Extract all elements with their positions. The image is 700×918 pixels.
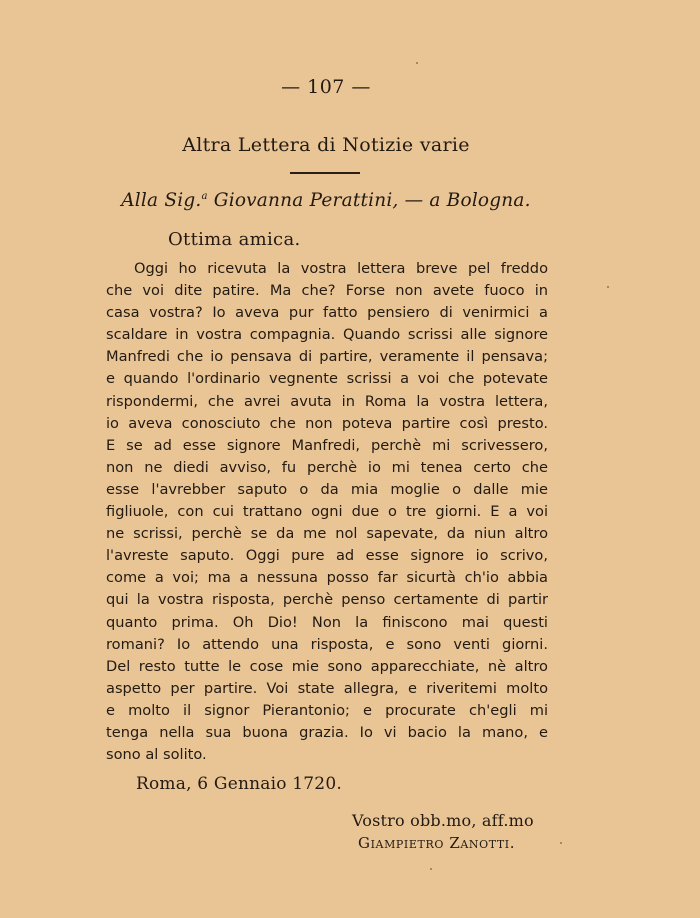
heading-rule [290,172,360,174]
body-line: Del resto tutte le cose mie sono apparecchiate, nè altro [106,657,548,675]
addressee-title: Alla Sig. [121,190,202,211]
body-line: e molto il signor Pierantonio; e procurate ch'egli mi [106,701,548,719]
body-line: rispondermi, che avrei avuta in Roma la vostra lettera, [106,392,548,410]
body-line: esse l'avrebber saputo o da mia moglie o dalle mie [106,480,548,498]
letter-date: Roma, 6 Gennaio 1720. [136,774,342,794]
body-line: e quando l'ordinario vegnente scrissi a voi che potevate [106,370,548,388]
body-line: tenga nella sua buona grazia. Io vi bacio la mano, e [106,723,548,741]
body-line: Manfredi che io pensava di partire, veramente il pensava; [106,348,548,366]
letter-closing: Vostro obb.mo, aff.mo [352,811,534,830]
body-line: io aveva conosciuto che non poteva partire così presto. [106,414,548,432]
body-line: E se ad esse signore Manfredi, perchè mi scrivessero, [106,436,548,454]
letter-signature: Giampietro Zanotti. [358,834,516,852]
addressee-name: Giovanna Perattini, — a Bologna. [207,190,531,211]
letter-heading: Altra Lettera di Notizie varie [182,134,470,156]
body-line: ne scrissi, perchè se da me nol sapevate, da niun altro [106,525,548,543]
body-line: non ne diedi avviso, fu perchè io mi tenea certo che [106,458,548,476]
paper-speck [430,868,432,870]
paper-speck [560,842,562,844]
body-line: come a voi; ma a nessuna posso far sicurtà ch'io abbia [106,569,548,587]
body-line: casa vostra? Io aveva pur fatto pensiero di venirmici a [106,304,548,322]
body-line: l'avreste saputo. Oggi pure ad esse signore io scrivo, [106,547,548,565]
letter-salutation: Ottima amica. [168,229,301,250]
paper-speck [607,286,609,288]
letter-body [106,258,548,766]
body-line: aspetto per partire. Voi state allegra, e riveritemi molto [106,679,548,697]
body-line: figliuole, con cui trattano ogni due o tre giorni. E a voi [106,503,548,521]
addressee-superscript: a [201,191,208,202]
body-line: sono al solito. [106,746,207,764]
letter-addressee [0,190,652,211]
paper-speck [416,62,418,64]
body-line: romani? Io attendo una risposta, e sono venti giorni. [106,635,548,653]
page-number: — 107 — [281,76,371,98]
body-line: che voi dite patire. Ma che? Forse non avete fuoco in [106,282,548,300]
body-line: scaldare in vostra compagnia. Quando scrissi alle signore [106,326,548,344]
body-line: qui la vostra risposta, perchè penso certamente di partir [106,591,548,609]
body-line: quanto prima. Oh Dio! Non la finiscono mai questi [106,613,548,631]
body-line: Oggi ho ricevuta la vostra lettera breve pel freddo [134,260,548,277]
